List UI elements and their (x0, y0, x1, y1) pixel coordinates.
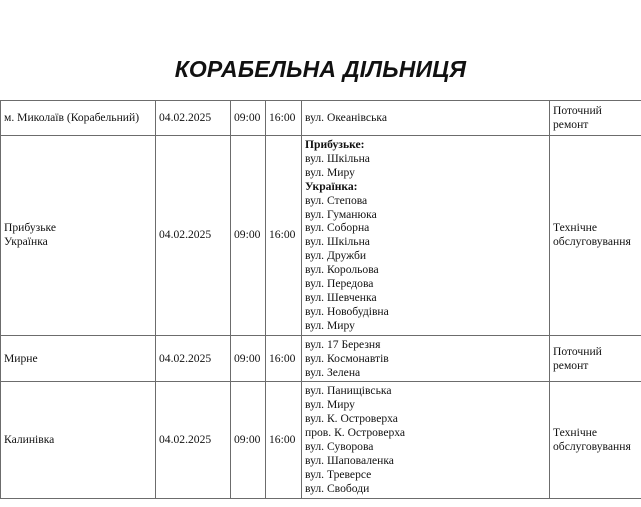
street-item: вул. Дружби (305, 249, 367, 263)
street-item: вул. 17 Березня (305, 337, 381, 351)
locality-heading: Українка: (305, 179, 358, 193)
end-time-cell: 16:00 (266, 136, 302, 336)
end-time-cell: 16:00 (266, 335, 302, 382)
street-item: вул. Передова (305, 277, 374, 291)
page-title: КОРАБЕЛЬНА ДІЛЬНИЦЯ (174, 56, 467, 82)
street-item: вул. Соборна (305, 221, 370, 235)
place-cell (1, 101, 156, 136)
end-time-cell: 16:00 (266, 382, 302, 498)
table-row (1, 136, 641, 336)
start-time-cell: 09:00 (231, 101, 266, 136)
street-item: вул. Шаповаленка (305, 453, 394, 467)
street-item: вул. Шкільна (305, 151, 370, 165)
work-type-cell: Поточний ремонт (550, 101, 641, 136)
work-type-cell: Технічне обслуговування (550, 382, 641, 498)
streets-cell (302, 382, 550, 498)
street-item: вул. Шевченка (305, 290, 377, 304)
street-item: вул. Новобудівна (305, 304, 389, 318)
place-name: м. Миколаїв (Корабельний) (4, 111, 140, 125)
street-item: вул. Суворова (305, 440, 374, 454)
streets-cell (302, 136, 550, 336)
street-item: вул. Океанівська (305, 111, 387, 125)
street-item: пров. К. Островерха (305, 426, 406, 440)
street-item: вул. Миру (305, 318, 355, 332)
place-name: Мирне (4, 351, 38, 365)
table-row (1, 335, 641, 382)
street-item: вул. Зелена (305, 365, 361, 379)
place-cell (1, 382, 156, 498)
street-item: вул. Степова (305, 193, 368, 207)
table-row (1, 101, 641, 136)
street-item: вул. Корольова (305, 263, 379, 277)
place-cell (1, 136, 156, 336)
work-type-cell: Поточний ремонт (550, 335, 641, 382)
street-item: вул. Космонавтів (305, 351, 389, 365)
street-item: вул. Панищівська (305, 384, 392, 398)
locality-heading: Прибузьке: (305, 138, 365, 151)
start-time-cell: 09:00 (231, 382, 266, 498)
start-time-cell: 09:00 (231, 335, 266, 382)
street-item: вул. Миру (305, 398, 355, 412)
date-cell: 04.02.2025 (156, 335, 231, 382)
street-item: вул. Миру (305, 165, 355, 179)
place-name: Прибузьке Українка (4, 221, 56, 249)
street-item: вул. К. Островерха (305, 412, 398, 426)
date-cell: 04.02.2025 (156, 382, 231, 498)
end-time-cell: 16:00 (266, 101, 302, 136)
work-type-cell: Технічне обслуговування (550, 136, 641, 336)
place-name: Калинівка (4, 433, 55, 447)
street-item: вул. Свободи (305, 481, 370, 495)
schedule-table (0, 100, 641, 499)
streets-cell (302, 335, 550, 382)
date-cell: 04.02.2025 (156, 136, 231, 336)
street-item: вул. Шкільна (305, 235, 370, 249)
streets-cell (302, 101, 550, 136)
place-cell (1, 335, 156, 382)
date-cell: 04.02.2025 (156, 101, 231, 136)
table-row (1, 382, 641, 498)
start-time-cell: 09:00 (231, 136, 266, 336)
street-item: вул. Гуманюка (305, 207, 377, 221)
street-item: вул. Треверсе (305, 467, 372, 481)
